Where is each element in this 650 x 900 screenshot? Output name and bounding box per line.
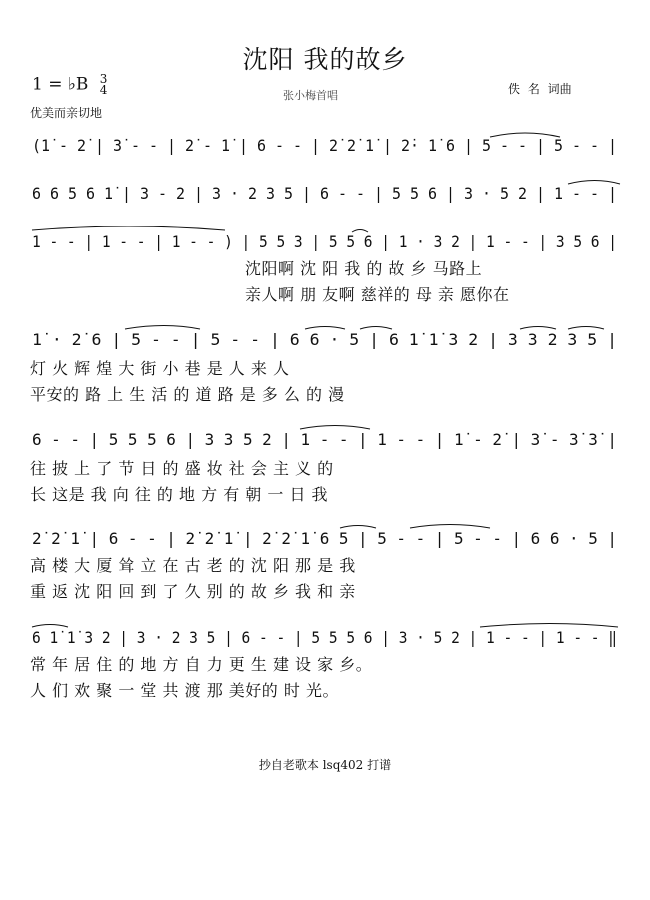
lyric-line-5a: 往 披 上 了 节 日 的 盛 妆 社 会 主 义 的 xyxy=(30,459,334,478)
tie-mark xyxy=(300,426,370,430)
tie-mark xyxy=(32,226,225,230)
lyric-line-4b: 平安的 路 上 生 活 的 道 路 是 多 么 的 漫 xyxy=(30,385,345,404)
key-signature xyxy=(32,74,107,96)
time-signature-top: 3 xyxy=(99,72,108,86)
tie-mark xyxy=(125,326,200,330)
notation-line-1 xyxy=(0,130,650,160)
time-signature xyxy=(100,74,108,96)
tie-mark xyxy=(480,624,618,628)
lyric-line-3b: 亲人啊 朋 友啊 慈祥的 母 亲 愿你在 xyxy=(245,285,510,304)
notation-text: 6 6 5 6 1̇ | 3 - 2 | 3 · 2 3 5 | 6 - - | 5 5 6 | 3 · 5 2 | 1 - - | xyxy=(32,184,617,203)
notation-line-6 xyxy=(0,523,650,553)
song-title: 沈阳 我的故乡 xyxy=(242,45,408,74)
slur-mark xyxy=(520,327,556,330)
notation-line-2 xyxy=(0,178,650,208)
notation-text: (1̇ - 2̇ | 3̇ - - | 2̇ - 1̇ | 6 - - | 2̇ 2̇ 1̇ | 2̇· 1̇ 6 | 5 - - | 5 - - | xyxy=(32,136,617,155)
time-signature-bottom: 4 xyxy=(99,83,108,97)
notation-text: 6 - - | 5 5 5 6 | 3 3 5 2 | 1 - - | 1 - - | 1̇ - 2̇ | 3̇ - 3̇ 3̇ | xyxy=(32,430,617,449)
notation-text: 6 1̇ 1̇ 3 2 | 3 · 2 3 5 | 6 - - | 5 5 5 6 | 3 · 5 2 | 1 - - | 1 - - ‖ xyxy=(32,628,617,647)
notation-line-3 xyxy=(0,226,650,256)
key-label: 1 = ♭B xyxy=(32,74,89,95)
footer-note: 抄自老歌本 lsq402 打谱 xyxy=(258,758,392,772)
notation-line-5 xyxy=(0,424,650,454)
notation-line-7 xyxy=(0,622,650,652)
lyric-line-3a: 沈阳啊 沈 阳 我 的 故 乡 马路上 xyxy=(245,259,483,278)
notation-line-4 xyxy=(0,324,650,354)
slur-mark xyxy=(32,625,68,628)
lyric-line-7b: 人 们 欢 聚 一 堂 共 渡 那 美好的 时 光。 xyxy=(30,681,339,700)
slur-mark xyxy=(305,327,345,330)
tie-mark xyxy=(410,525,490,529)
slur-mark xyxy=(340,526,376,529)
lyric-line-6b: 重 返 沈 阳 回 到 了 久 别 的 故 乡 我 和 亲 xyxy=(30,582,356,601)
lyric-line-5b: 长 这是 我 向 往 的 地 方 有 朝 一 日 我 xyxy=(30,485,329,504)
tempo-marking: 优美而亲切地 xyxy=(30,106,103,120)
slur-mark xyxy=(360,327,392,330)
lyric-line-4a: 灯 火 辉 煌 大 街 小 巷 是 人 来 人 xyxy=(30,359,290,378)
composer-credit: 佚 名 词曲 xyxy=(508,82,572,96)
slur-mark xyxy=(568,327,604,330)
lyric-line-6a: 高 楼 大 厦 耸 立 在 古 老 的 沈 阳 那 是 我 xyxy=(30,556,356,575)
notation-text: 2̇ 2̇ 1̇ | 6 - - | 2̇ 2̇ 1̇ | 2̇ 2̇ 1̇ 6 5 | 5 - - | 5 - - | 6 6 · 5 | xyxy=(32,529,617,548)
lyric-line-7a: 常 年 居 住 的 地 方 自 力 更 生 建 设 家 乡。 xyxy=(30,655,373,674)
singer-credit: 张小梅首唱 xyxy=(283,89,338,102)
notation-text: 1 - - | 1 - - | 1 - - ) | 5 5 3 | 5 5 6 | 1 · 3 2 | 1 - - | 3 5 6 | xyxy=(32,232,617,251)
notation-text: 1̇ · 2̇ 6 | 5 - - | 5 - - | 6 6 · 5 | 6 1̇ 1̇ 3 2 | 3 3 2 3 5 | xyxy=(32,330,617,349)
